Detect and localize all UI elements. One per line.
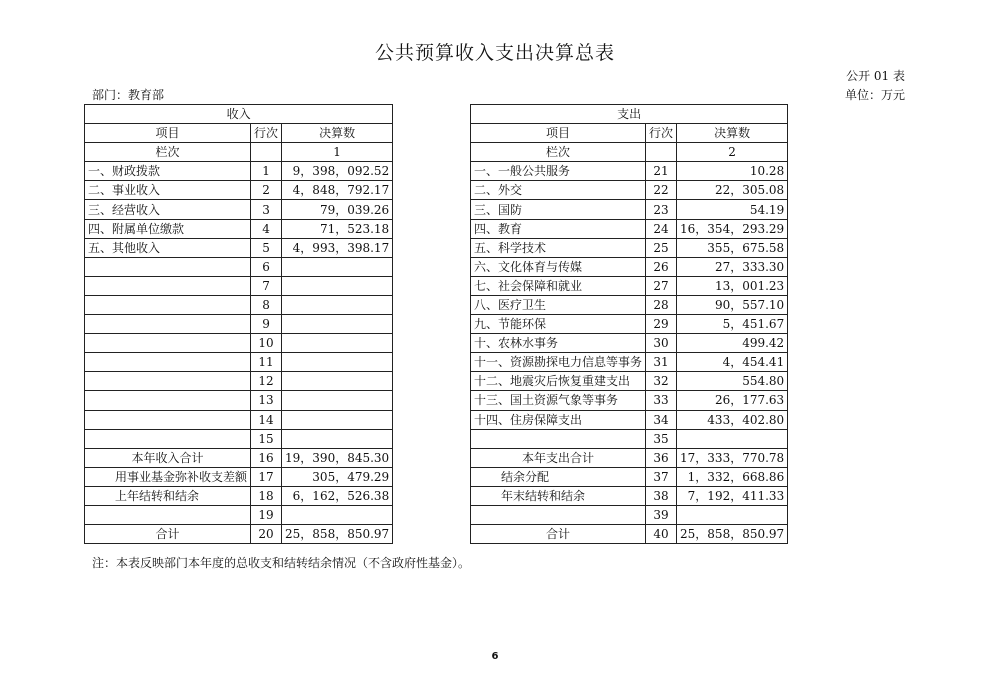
- expense-line-cell: 21: [646, 162, 677, 181]
- income-line-cell: 4: [251, 219, 282, 238]
- expense-line-cell: 31: [646, 353, 677, 372]
- page-number: 6: [491, 651, 499, 662]
- income-item-cell: 五、其他收入: [85, 238, 251, 257]
- income-line-cell: 7: [251, 276, 282, 295]
- income-table-row: [85, 219, 393, 238]
- expense-line-cell: 27: [646, 276, 677, 295]
- expense-amount-cell: 355，675.58: [677, 238, 788, 257]
- income-amount-cell: [282, 391, 393, 410]
- page-title: 公共预算收入支出决算总表: [374, 42, 615, 64]
- income-item-cell: 四、附属单位缴款: [85, 219, 251, 238]
- income-line-cell: 14: [251, 410, 282, 429]
- expense-amount-cell: 90，557.10: [677, 295, 788, 314]
- income-item-cell: 上年结转和结余: [85, 486, 251, 505]
- income-line-cell: 17: [251, 467, 282, 486]
- expense-table-row: [471, 486, 788, 505]
- income-item-cell: [85, 334, 251, 353]
- expense-amount-cell: 22，305.08: [677, 181, 788, 200]
- expense-amount-cell: [677, 429, 788, 448]
- income-col-index-label: 栏次: [85, 143, 251, 162]
- table-code: 公开 01 表: [846, 69, 905, 83]
- expense-line-cell: 26: [646, 257, 677, 276]
- expense-line-cell: 39: [646, 505, 677, 524]
- income-amount-cell: [282, 276, 393, 295]
- income-table: [84, 104, 393, 544]
- income-line-cell: 13: [251, 391, 282, 410]
- income-table-row: [85, 257, 393, 276]
- expense-line-cell: 23: [646, 200, 677, 219]
- expense-amount-cell: 554.80: [677, 372, 788, 391]
- expense-amount-cell: [677, 505, 788, 524]
- expense-amount-cell: 54.19: [677, 200, 788, 219]
- income-amount-cell: [282, 410, 393, 429]
- expense-item-cell: 五、科学技术: [471, 238, 646, 257]
- income-item-cell: 合计: [85, 525, 251, 544]
- expense-table-row: [471, 257, 788, 276]
- income-item-cell: [85, 372, 251, 391]
- income-item-cell: [85, 505, 251, 524]
- expense-item-cell: 七、社会保障和就业: [471, 276, 646, 295]
- income-item-cell: 用事业基金弥补收支差额: [85, 467, 251, 486]
- expense-amount-cell: 5，451.67: [677, 315, 788, 334]
- income-item-cell: [85, 410, 251, 429]
- income-table-row: [85, 162, 393, 181]
- income-section-row: [85, 105, 393, 124]
- income-table-row: [85, 295, 393, 314]
- income-column-index-row: [85, 143, 393, 162]
- income-amount-cell: 4，993，398.17: [282, 238, 393, 257]
- expense-section-row: [471, 105, 788, 124]
- expense-amount-cell: 16，354，293.29: [677, 219, 788, 238]
- income-table-row: [85, 315, 393, 334]
- income-amount-cell: [282, 295, 393, 314]
- income-amount-cell: 19，390，845.30: [282, 448, 393, 467]
- expense-item-cell: 合计: [471, 525, 646, 544]
- income-header-row: [85, 124, 393, 143]
- expense-amount-cell: 1，332，668.86: [677, 467, 788, 486]
- expense-amount-cell: 17，333，770.78: [677, 448, 788, 467]
- income-amount-cell: 9，398，092.52: [282, 162, 393, 181]
- income-line-cell: 11: [251, 353, 282, 372]
- income-table-row: [85, 448, 393, 467]
- expense-col-index-label: 栏次: [471, 143, 646, 162]
- expense-amount-cell: 433，402.80: [677, 410, 788, 429]
- expense-section-header: 支出: [471, 105, 788, 124]
- expense-amount-cell: 4，454.41: [677, 353, 788, 372]
- income-item-cell: [85, 257, 251, 276]
- expense-table-body: [471, 105, 788, 544]
- expense-table-row: [471, 525, 788, 544]
- expense-line-cell: 30: [646, 334, 677, 353]
- expense-line-cell: 29: [646, 315, 677, 334]
- income-line-cell: 19: [251, 505, 282, 524]
- expense-table-row: [471, 334, 788, 353]
- income-line-cell: 10: [251, 334, 282, 353]
- expense-table-row: [471, 219, 788, 238]
- expense-line-cell: 37: [646, 467, 677, 486]
- expense-amount-cell: 26，177.63: [677, 391, 788, 410]
- expense-line-cell: 24: [646, 219, 677, 238]
- income-amount-cell: [282, 429, 393, 448]
- expense-header-item: 项目: [471, 124, 646, 143]
- expense-col-index-amount: 2: [677, 143, 788, 162]
- expense-table-row: [471, 467, 788, 486]
- expense-item-cell: [471, 505, 646, 524]
- expense-item-cell: 一、一般公共服务: [471, 162, 646, 181]
- expense-header-line: 行次: [646, 124, 677, 143]
- expense-line-cell: 32: [646, 372, 677, 391]
- income-amount-cell: 79，039.26: [282, 200, 393, 219]
- expense-amount-cell: 7，192，411.33: [677, 486, 788, 505]
- expense-table-row: [471, 181, 788, 200]
- expense-amount-cell: 25，858，850.97: [677, 525, 788, 544]
- income-header-item: 项目: [85, 124, 251, 143]
- expense-item-cell: 九、节能环保: [471, 315, 646, 334]
- unit-label: 单位：万元: [844, 88, 905, 102]
- expense-table-row: [471, 162, 788, 181]
- income-col-index-line: [251, 143, 282, 162]
- income-line-cell: 5: [251, 238, 282, 257]
- expense-table-row: [471, 505, 788, 524]
- income-amount-cell: 305，479.29: [282, 467, 393, 486]
- income-item-cell: [85, 276, 251, 295]
- expense-item-cell: 十一、资源勘探电力信息等事务: [471, 353, 646, 372]
- income-line-cell: 16: [251, 448, 282, 467]
- expense-col-index-line: [646, 143, 677, 162]
- income-line-cell: 9: [251, 315, 282, 334]
- income-amount-cell: 71，523.18: [282, 219, 393, 238]
- income-amount-cell: [282, 372, 393, 391]
- expense-item-cell: 六、文化体育与传媒: [471, 257, 646, 276]
- income-line-cell: 20: [251, 525, 282, 544]
- income-table-row: [85, 334, 393, 353]
- expense-item-cell: 三、国防: [471, 200, 646, 219]
- expense-column-index-row: [471, 143, 788, 162]
- expense-table-row: [471, 238, 788, 257]
- expense-amount-cell: 499.42: [677, 334, 788, 353]
- expense-item-cell: 十三、国土资源气象等事务: [471, 391, 646, 410]
- income-table-row: [85, 410, 393, 429]
- income-item-cell: 本年收入合计: [85, 448, 251, 467]
- income-section-header: 收入: [85, 105, 393, 124]
- expense-table-row: [471, 429, 788, 448]
- expense-table-row: [471, 276, 788, 295]
- income-item-cell: [85, 295, 251, 314]
- expense-item-cell: [471, 429, 646, 448]
- income-line-cell: 6: [251, 257, 282, 276]
- expense-table-row: [471, 391, 788, 410]
- expense-amount-cell: 13，001.23: [677, 276, 788, 295]
- income-amount-cell: [282, 315, 393, 334]
- expense-table: [470, 104, 788, 544]
- expense-table-row: [471, 448, 788, 467]
- expense-item-cell: 十、农林水事务: [471, 334, 646, 353]
- income-table-row: [85, 467, 393, 486]
- expense-item-cell: 四、教育: [471, 219, 646, 238]
- expense-line-cell: 40: [646, 525, 677, 544]
- income-amount-cell: [282, 353, 393, 372]
- income-item-cell: [85, 353, 251, 372]
- income-line-cell: 15: [251, 429, 282, 448]
- income-amount-cell: [282, 505, 393, 524]
- income-table-row: [85, 486, 393, 505]
- expense-amount-cell: 27，333.30: [677, 257, 788, 276]
- expense-table-row: [471, 315, 788, 334]
- department-label: 部门：教育部: [92, 88, 165, 102]
- income-item-cell: [85, 315, 251, 334]
- income-item-cell: 二、事业收入: [85, 181, 251, 200]
- income-header-line: 行次: [251, 124, 282, 143]
- income-table-row: [85, 353, 393, 372]
- income-line-cell: 1: [251, 162, 282, 181]
- expense-amount-cell: 10.28: [677, 162, 788, 181]
- income-line-cell: 8: [251, 295, 282, 314]
- income-header-amount: 决算数: [282, 124, 393, 143]
- expense-line-cell: 25: [646, 238, 677, 257]
- income-table-row: [85, 372, 393, 391]
- expense-line-cell: 35: [646, 429, 677, 448]
- income-line-cell: 12: [251, 372, 282, 391]
- expense-header-amount: 决算数: [677, 124, 788, 143]
- expense-line-cell: 38: [646, 486, 677, 505]
- expense-table-row: [471, 372, 788, 391]
- expense-line-cell: 34: [646, 410, 677, 429]
- income-amount-cell: [282, 257, 393, 276]
- expense-item-cell: 八、医疗卫生: [471, 295, 646, 314]
- income-amount-cell: [282, 334, 393, 353]
- income-table-row: [85, 391, 393, 410]
- income-line-cell: 18: [251, 486, 282, 505]
- income-table-row: [85, 200, 393, 219]
- income-table-row: [85, 525, 393, 544]
- income-col-index-amount: 1: [282, 143, 393, 162]
- income-item-cell: 一、财政拨款: [85, 162, 251, 181]
- expense-table-row: [471, 353, 788, 372]
- expense-item-cell: 结余分配: [471, 467, 646, 486]
- income-amount-cell: 4，848，792.17: [282, 181, 393, 200]
- income-line-cell: 2: [251, 181, 282, 200]
- expense-item-cell: 年末结转和结余: [471, 486, 646, 505]
- expense-line-cell: 22: [646, 181, 677, 200]
- expense-line-cell: 33: [646, 391, 677, 410]
- expense-table-row: [471, 200, 788, 219]
- expense-item-cell: 本年支出合计: [471, 448, 646, 467]
- expense-table-row: [471, 410, 788, 429]
- income-item-cell: 三、经营收入: [85, 200, 251, 219]
- income-item-cell: [85, 391, 251, 410]
- expense-item-cell: 十四、住房保障支出: [471, 410, 646, 429]
- income-table-body: [85, 105, 393, 544]
- income-table-row: [85, 429, 393, 448]
- income-amount-cell: 6，162，526.38: [282, 486, 393, 505]
- income-item-cell: [85, 429, 251, 448]
- income-table-row: [85, 238, 393, 257]
- expense-table-row: [471, 295, 788, 314]
- income-table-row: [85, 181, 393, 200]
- income-table-row: [85, 276, 393, 295]
- expense-line-cell: 36: [646, 448, 677, 467]
- expense-line-cell: 28: [646, 295, 677, 314]
- expense-item-cell: 十二、地震灾后恢复重建支出: [471, 372, 646, 391]
- income-line-cell: 3: [251, 200, 282, 219]
- footnote: 注：本表反映部门本年度的总收支和结转结余情况（不含政府性基金）。: [92, 556, 471, 570]
- expense-item-cell: 二、外交: [471, 181, 646, 200]
- income-table-row: [85, 505, 393, 524]
- income-amount-cell: 25，858，850.97: [282, 525, 393, 544]
- expense-header-row: [471, 124, 788, 143]
